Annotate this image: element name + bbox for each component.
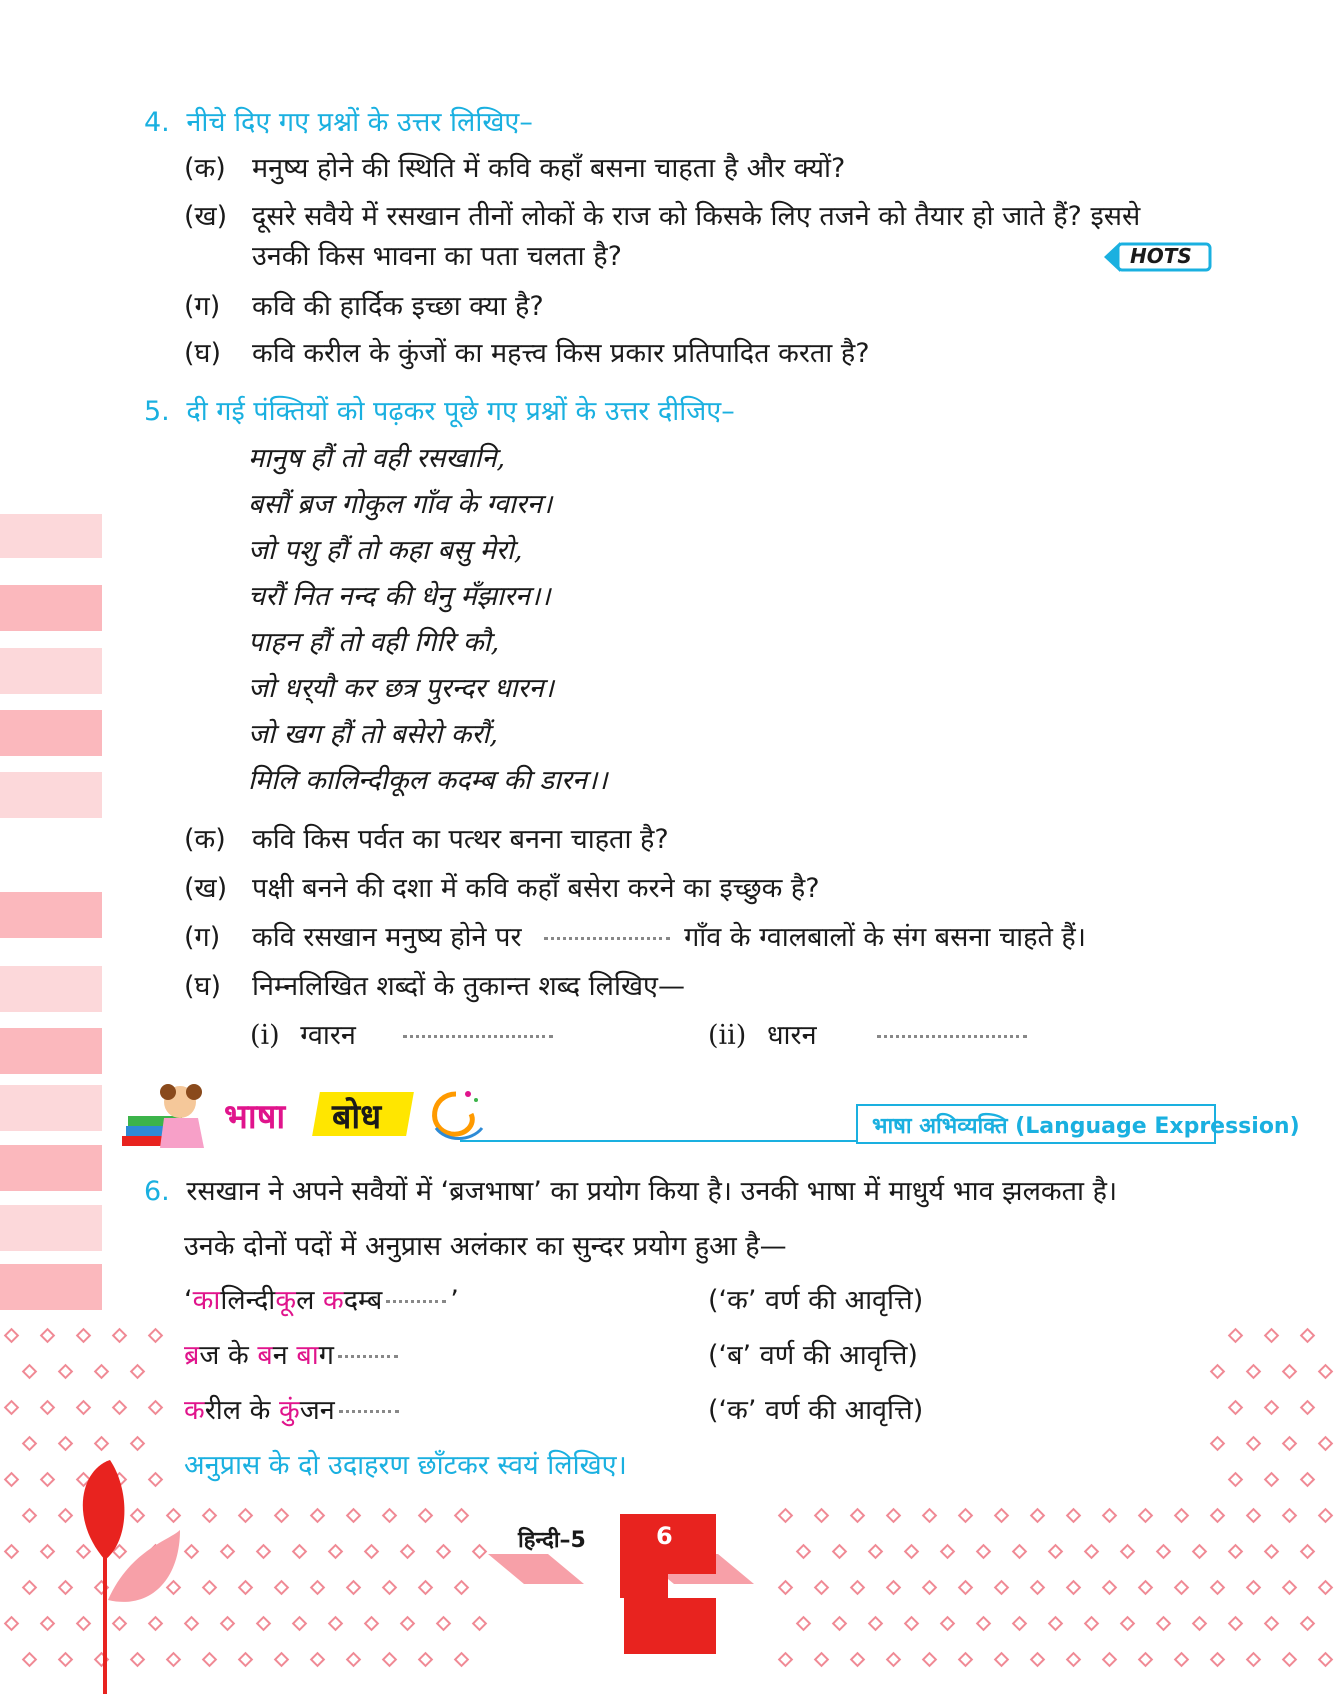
section-word-bhasha: भाषा — [224, 1097, 286, 1137]
diamond-dot — [310, 1580, 326, 1596]
diamond-dot — [256, 1616, 272, 1632]
alliteration-example: करील के कुंजन — [184, 1394, 403, 1428]
diamond-dot — [1264, 1328, 1280, 1344]
diamond-dot — [1138, 1652, 1154, 1668]
diamond-dot — [1210, 1508, 1226, 1524]
diamond-dot — [184, 1544, 200, 1560]
diamond-dot — [814, 1652, 830, 1668]
diamond-dot — [1120, 1544, 1136, 1560]
q5-item-ka: (क) कवि किस पर्वत का पत्थर बनना चाहता है? — [184, 824, 669, 855]
diamond-dot — [1210, 1364, 1226, 1380]
diamond-dot — [868, 1544, 884, 1560]
decor-band — [0, 710, 102, 756]
fill-blank — [403, 1035, 553, 1038]
diamond-dot — [922, 1652, 938, 1668]
diamond-dot — [1156, 1544, 1172, 1560]
diamond-dot — [364, 1544, 380, 1560]
diamond-dot — [1318, 1508, 1334, 1524]
poem-line: जो धर्‌यौ कर छत्र पुरन्दर धारन। — [248, 673, 554, 704]
diamond-dot — [958, 1580, 974, 1596]
diamond-dot — [202, 1580, 218, 1596]
diamond-dot — [1264, 1616, 1280, 1632]
diamond-dot — [1264, 1544, 1280, 1560]
diamond-dot — [238, 1508, 254, 1524]
q4-item-gha: (घ) कवि करील के कुंजों का महत्त्व किस प्रकार प्रतिपादित करता है? — [184, 338, 870, 369]
diamond-dot — [1102, 1652, 1118, 1668]
diamond-dot — [4, 1472, 20, 1488]
diamond-dot — [4, 1400, 20, 1416]
diamond-dot — [994, 1652, 1010, 1668]
diamond-dot — [436, 1544, 452, 1560]
diamond-dot — [4, 1328, 20, 1344]
diamond-dot — [1300, 1616, 1316, 1632]
diamond-dot — [1300, 1328, 1316, 1344]
diamond-dot — [886, 1580, 902, 1596]
decor-band — [0, 772, 102, 818]
diamond-dot — [130, 1436, 146, 1452]
diamond-dot — [1102, 1580, 1118, 1596]
decor-band — [0, 648, 102, 694]
diamond-dot — [76, 1328, 92, 1344]
section-word-bodh: बोध — [332, 1097, 382, 1137]
diamond-dot — [220, 1616, 236, 1632]
q4-item-kha: (ख) दूसरे सवैये में रसखान तीनों लोकों के राज को किसके लिए तजने को तैयार हो जाते हैं? इससे — [184, 201, 1141, 232]
diamond-dot — [1246, 1508, 1262, 1524]
diamond-dot — [400, 1544, 416, 1560]
q6-number: 6. — [144, 1176, 170, 1207]
diamond-dot — [1300, 1544, 1316, 1560]
diamond-dot — [1228, 1472, 1244, 1488]
page-number: 6 — [656, 1522, 673, 1550]
diamond-dot — [904, 1616, 920, 1632]
q6-line2: उनके दोनों पदों में अनुप्रास अलंकार का सुन्दर प्रयोग हुआ है— — [184, 1231, 787, 1262]
swirl-icon — [416, 1084, 486, 1144]
q6-instruction: अनुप्रास के दो उदाहरण छाँटकर स्वयं लिखिए। — [184, 1450, 627, 1481]
diamond-dot — [1156, 1616, 1172, 1632]
diamond-dot — [1228, 1616, 1244, 1632]
diamond-dot — [1030, 1652, 1046, 1668]
diamond-dot — [1012, 1616, 1028, 1632]
diamond-dot — [1282, 1508, 1298, 1524]
diamond-dot — [58, 1364, 74, 1380]
diamond-dot — [886, 1652, 902, 1668]
diamond-dot — [1228, 1400, 1244, 1416]
diamond-dot — [472, 1544, 488, 1560]
poem-line: बसौं ब्रज गोकुल गाँव के ग्वारन। — [248, 489, 553, 520]
diamond-dot — [292, 1616, 308, 1632]
diamond-dot — [40, 1328, 56, 1344]
q6-line1: 6. रसखान ने अपने सवैयों में ‘ब्रजभाषा’ का प्रयोग किया है। उनकी भाषा में माधुर्य भाव झलकता है। — [144, 1176, 1118, 1207]
decor-band — [0, 514, 102, 558]
section-subtitle: भाषा अभिव्यक्ति (Language Expression) — [872, 1114, 1300, 1139]
diamond-dot — [1300, 1400, 1316, 1416]
diamond-dot — [418, 1508, 434, 1524]
diamond-dot — [4, 1616, 20, 1632]
diamond-dot — [1120, 1616, 1136, 1632]
leaf-decoration — [70, 1460, 180, 1694]
hots-badge — [1104, 242, 1212, 272]
diamond-dot — [1228, 1328, 1244, 1344]
diamond-dot — [940, 1616, 956, 1632]
diamond-dot — [274, 1652, 290, 1668]
diamond-dot — [1066, 1652, 1082, 1668]
diamond-dot — [976, 1544, 992, 1560]
alliteration-example: ‘कालिन्दीकूल कदम्ब ’ — [184, 1285, 459, 1316]
diamond-dot — [454, 1580, 470, 1596]
alliteration-note: (‘क’ वर्ण की आवृत्ति) — [708, 1395, 924, 1426]
q5-item-ga: (ग) कवि रसखान मनुष्य होने पर गाँव के ग्वालबालों के संग बसना चाहते हैं। — [184, 922, 1086, 953]
diamond-dot — [922, 1580, 938, 1596]
q4-item-ka: (क) मनुष्य होने की स्थिति में कवि कहाँ बसना चाहता है और क्यों? — [184, 153, 846, 184]
diamond-dot — [814, 1580, 830, 1596]
decor-band — [0, 1264, 102, 1310]
diamond-dot — [832, 1616, 848, 1632]
q4-item-ga: (ग) कवि की हार्दिक इच्छा क्या है? — [184, 291, 544, 322]
diamond-dot — [274, 1580, 290, 1596]
diamond-dot — [1264, 1472, 1280, 1488]
diamond-dot — [1210, 1436, 1226, 1452]
diamond-dot — [22, 1364, 38, 1380]
diamond-dot — [832, 1544, 848, 1560]
diamond-dot — [868, 1616, 884, 1632]
diamond-dot — [76, 1400, 92, 1416]
decor-band — [0, 1205, 102, 1251]
poem-line: चरौं नित नन्द की धेनु मँझारन।। — [248, 581, 551, 612]
diamond-dot — [4, 1544, 20, 1560]
diamond-dot — [346, 1580, 362, 1596]
diamond-dot — [1264, 1400, 1280, 1416]
diamond-dot — [382, 1508, 398, 1524]
alliteration-note: (‘ब’ वर्ण की आवृत्ति) — [708, 1340, 918, 1371]
diamond-dot — [886, 1508, 902, 1524]
q4-heading — [144, 106, 533, 140]
diamond-dot — [922, 1508, 938, 1524]
diamond-dot — [1192, 1616, 1208, 1632]
diamond-dot — [850, 1580, 866, 1596]
q4-number: 4. — [144, 107, 170, 138]
alliteration-note: (‘क’ वर्ण की आवृत्ति) — [708, 1285, 924, 1316]
diamond-dot — [796, 1616, 812, 1632]
diamond-dot — [40, 1400, 56, 1416]
diamond-dot — [1174, 1508, 1190, 1524]
diamond-dot — [1246, 1580, 1262, 1596]
diamond-dot — [1228, 1544, 1244, 1560]
diamond-dot — [1048, 1544, 1064, 1560]
diamond-dot — [472, 1616, 488, 1632]
section-subtitle-box — [856, 1104, 1300, 1144]
diamond-dot — [382, 1652, 398, 1668]
diamond-dot — [1282, 1436, 1298, 1452]
diamond-dot — [202, 1508, 218, 1524]
poem-line: जो पशु हौं तो कहा बसु मेरो, — [248, 535, 523, 566]
diamond-dot — [958, 1508, 974, 1524]
poem-line: जो खग हौं तो बसेरो करौं, — [248, 719, 498, 750]
diamond-dot — [220, 1544, 236, 1560]
poem-line: मिलि कालिन्दीकूल कदम्ब की डारन।। — [248, 765, 608, 796]
diamond-dot — [130, 1364, 146, 1380]
diamond-dot — [940, 1544, 956, 1560]
poem-line: मानुष हौं तो वही रसखानि, — [248, 443, 506, 474]
diamond-dot — [1210, 1652, 1226, 1668]
diamond-dot — [328, 1616, 344, 1632]
diamond-dot — [1282, 1652, 1298, 1668]
diamond-dot — [1318, 1364, 1334, 1380]
diamond-dot — [256, 1544, 272, 1560]
diamond-dot — [148, 1400, 164, 1416]
rhyme-item: (ii) धारन — [708, 1019, 1027, 1053]
diamond-dot — [22, 1580, 38, 1596]
diamond-dot — [1066, 1580, 1082, 1596]
girl-reading-icon — [120, 1082, 230, 1152]
q5-title: दी गई पंक्तियों को पढ़कर पूछे गए प्रश्नों के उत्तर दीजिए– — [186, 396, 735, 427]
diamond-dot — [1048, 1616, 1064, 1632]
fill-blank — [544, 937, 670, 940]
diamond-dot — [1030, 1508, 1046, 1524]
diamond-dot — [1012, 1544, 1028, 1560]
diamond-dot — [148, 1328, 164, 1344]
diamond-dot — [1084, 1616, 1100, 1632]
page-footer — [488, 1514, 768, 1654]
diamond-dot — [1210, 1580, 1226, 1596]
diamond-dot — [1138, 1508, 1154, 1524]
book-name: हिन्दी–5 — [518, 1528, 586, 1553]
diamond-dot — [328, 1544, 344, 1560]
decor-band — [0, 1085, 102, 1131]
diamond-dot — [850, 1652, 866, 1668]
diamond-dot — [436, 1616, 452, 1632]
diamond-dot — [346, 1652, 362, 1668]
diamond-dot — [22, 1508, 38, 1524]
q5-number: 5. — [144, 396, 170, 427]
diamond-dot — [1066, 1508, 1082, 1524]
diamond-dot — [454, 1652, 470, 1668]
hots-label: HOTS — [1130, 244, 1192, 268]
diamond-dot — [310, 1652, 326, 1668]
decor-band — [0, 966, 102, 1012]
section-rule — [460, 1140, 856, 1142]
diamond-dot — [1174, 1652, 1190, 1668]
q5-item-gha: (घ) निम्नलिखित शब्दों के तुकान्त शब्द लिखिए— — [184, 971, 685, 1002]
diamond-dot — [1102, 1508, 1118, 1524]
q5-item-kha: (ख) पक्षी बनने की दशा में कवि कहाँ बसेरा करने का इच्छुक है? — [184, 873, 820, 904]
diamond-dot — [400, 1616, 416, 1632]
diamond-dot — [850, 1508, 866, 1524]
diamond-dot — [112, 1328, 128, 1344]
diamond-dot — [22, 1436, 38, 1452]
decor-band — [0, 1028, 102, 1074]
diamond-dot — [1192, 1544, 1208, 1560]
diamond-dot — [238, 1580, 254, 1596]
diamond-dot — [40, 1544, 56, 1560]
diamond-dot — [22, 1652, 38, 1668]
diamond-dot — [994, 1580, 1010, 1596]
diamond-dot — [1318, 1652, 1334, 1668]
diamond-dot — [94, 1436, 110, 1452]
diamond-dot — [1246, 1436, 1262, 1452]
diamond-dot — [994, 1508, 1010, 1524]
diamond-dot — [796, 1544, 812, 1560]
diamond-dot — [1282, 1580, 1298, 1596]
diamond-dot — [1282, 1364, 1298, 1380]
diamond-dot — [346, 1508, 362, 1524]
diamond-dot — [1246, 1364, 1262, 1380]
diamond-dot — [1138, 1580, 1154, 1596]
diamond-dot — [40, 1616, 56, 1632]
diamond-dot — [1030, 1580, 1046, 1596]
q5-heading — [144, 395, 735, 429]
diamond-dot — [292, 1544, 308, 1560]
rhyme-item: (i) ग्वारन — [250, 1019, 553, 1053]
diamond-dot — [274, 1508, 290, 1524]
diamond-dot — [40, 1472, 56, 1488]
diamond-dot — [382, 1580, 398, 1596]
diamond-dot — [958, 1652, 974, 1668]
diamond-dot — [310, 1508, 326, 1524]
diamond-dot — [1300, 1472, 1316, 1488]
decor-band — [0, 1145, 102, 1191]
fill-blank — [877, 1035, 1027, 1038]
diamond-dot — [112, 1400, 128, 1416]
diamond-dot — [778, 1508, 794, 1524]
diamond-dot — [976, 1616, 992, 1632]
diamond-dot — [778, 1580, 794, 1596]
diamond-dot — [58, 1436, 74, 1452]
q4-title: नीचे दिए गए प्रश्नों के उत्तर लिखिए– — [186, 107, 533, 138]
diamond-dot — [184, 1616, 200, 1632]
alliteration-example: ब्रज के बन बाग — [184, 1339, 402, 1373]
diamond-dot — [1318, 1436, 1334, 1452]
diamond-dot — [1084, 1544, 1100, 1560]
diamond-dot — [202, 1652, 218, 1668]
diamond-dot — [814, 1508, 830, 1524]
decor-band — [0, 892, 102, 938]
diamond-dot — [94, 1364, 110, 1380]
diamond-dot — [238, 1652, 254, 1668]
diamond-dot — [1246, 1652, 1262, 1668]
diamond-dot — [454, 1508, 470, 1524]
q4-item-kha-line2: उनकी किस भावना का पता चलता है? — [252, 241, 622, 272]
decor-band — [0, 585, 102, 631]
section-header — [120, 1082, 1300, 1152]
diamond-dot — [418, 1652, 434, 1668]
diamond-dot — [778, 1652, 794, 1668]
diamond-dot — [1174, 1580, 1190, 1596]
diamond-dot — [364, 1616, 380, 1632]
diamond-dot — [418, 1580, 434, 1596]
poem-line: पाहन हौं तो वही गिरि कौ, — [248, 627, 500, 658]
diamond-dot — [1318, 1580, 1334, 1596]
diamond-dot — [904, 1544, 920, 1560]
